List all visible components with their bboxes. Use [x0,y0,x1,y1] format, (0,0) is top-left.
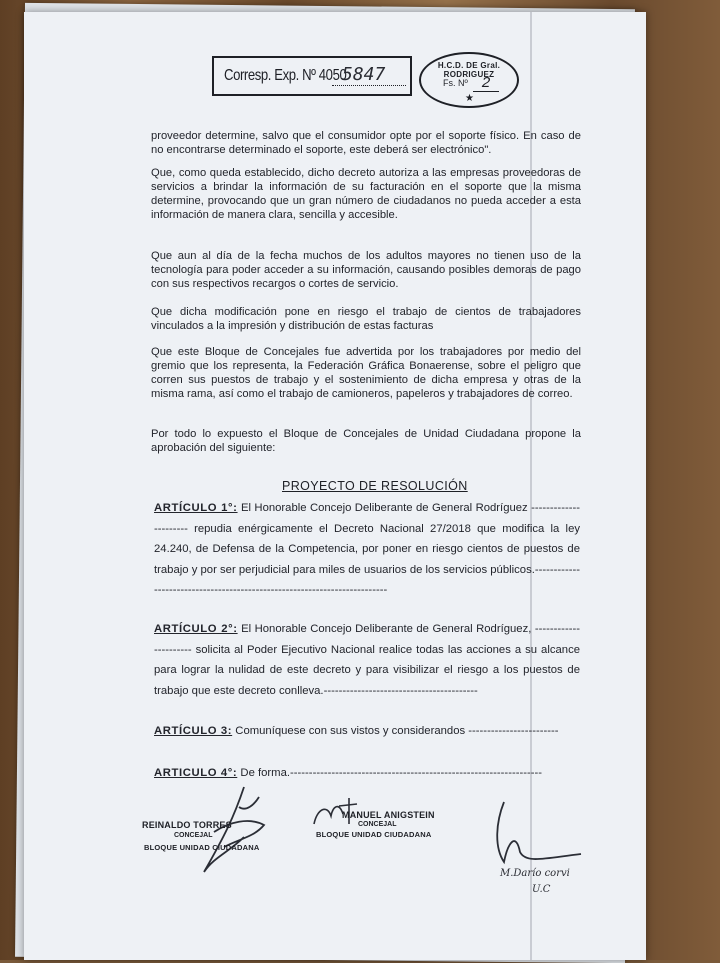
signature-corvi [486,792,596,872]
stamp-number: 5847 [342,64,386,85]
signer-2-role: CONCEJAL [358,821,397,828]
article-4-text: De forma.------------------------------------------------------------------- [237,767,543,779]
article-1 [154,498,580,601]
article-2-heading: ARTÍCULO 2°: [154,623,238,635]
paragraph-5: Que este Bloque de Concejales fue advertida por los trabajadores por medio del gremio que los representa, la Federación Gráfica Bonaerense, sobre el peligro que corren sus puestos de trabajo y el sostenimiento de dicha empresa y otras de la misma rama, así como el trabajo de camioneros, papeleros y trabajadores de correo. [151,346,581,400]
article-2-text: El Honorable Concejo Deliberante de General Rodríguez, ---------------------- solicita al Poder Ejecutivo Nacional realice todas las acciones a su alcance para lograr la nulidad de este decreto y para visibilizar el riesgo a los puestos de trabajo que este decreto conlleva.----------------------------------------- [154,623,580,697]
paragraph-3: Que aun al día de la fecha muchos de los adultos mayores no tienen uso de la tecnología para poder acceder a su información, causando posibles demoras de pago con sus respectivos recargos o cortes de servicio. [151,250,581,290]
article-2 [154,619,580,701]
oval-stamp-title: H.C.D. DE Gral. RODRIGUEZ [437,61,501,79]
handwritten-bloc: U.C [532,884,551,895]
star-icon: ★ [465,93,474,104]
signer-2-name: MANUEL ANIGSTEIN [342,810,435,820]
resolution-title: PROYECTO DE RESOLUCIÓN [282,479,468,493]
article-1-text: El Honorable Concejo Deliberante de General Rodríguez ---------------------- repudia enérgicamente el Decreto Nacional 27/2018 que modifica la ley 24.240, de Defensa de la Competencia, por poner en riesgo cientos de puestos de trabajo y por ser perjudicial para miles de usuarios de los servicios públicos.-------------------------------------------------------------------------- [154,502,580,596]
signer-1-block: BLOQUE UNIDAD CIUDADANA [144,843,260,852]
article-3-heading: ARTÍCULO 3: [154,725,233,737]
article-4-heading: ARTICULO 4°: [154,767,238,779]
paragraph-6: Por todo lo expuesto el Bloque de Concejales de Unidad Ciudadana propone la aprobación del siguiente: [151,428,581,454]
article-3 [154,721,580,742]
stamp-number-line [332,85,406,86]
council-folio-stamp [419,52,519,108]
signer-1-name: REINALDO TORRES [142,820,232,830]
signer-2-block: BLOQUE UNIDAD CIUDADANA [316,830,432,839]
handwritten-name: M.Darío corvi [500,868,570,879]
correspondence-stamp [212,56,412,96]
paragraph-4: Que dicha modificación pone en riesgo el trabajo de cientos de trabajadores vinculados a la impresión y distribución de estas facturas [151,306,581,332]
stamp-label: Corresp. Exp. Nº 4050 [224,67,347,84]
article-3-text: Comuníquese con sus vistos y considerandos ------------------------ [232,725,559,737]
folio-label: Fs. Nº [443,78,468,88]
paragraph-2: Que, como queda establecido, dicho decreto autoriza a las empresas proveedoras de servicios a brindar la información de su facturación en el soporte que la misma determine, provocando que un gran número de ciudadanos no pueda acceder a esta información de manera clara, sencilla y accesible. [151,167,581,221]
folio-number: 2 [473,74,499,92]
paragraph-1: proveedor determine, salvo que el consumidor opte por el soporte físico. En caso de no encontrarse determinado el soporte, este deberá ser electrónico". [151,130,581,156]
document-page [24,12,646,960]
article-1-heading: ARTÍCULO 1°: [154,502,238,514]
signer-1-role: CONCEJAL [174,832,213,839]
